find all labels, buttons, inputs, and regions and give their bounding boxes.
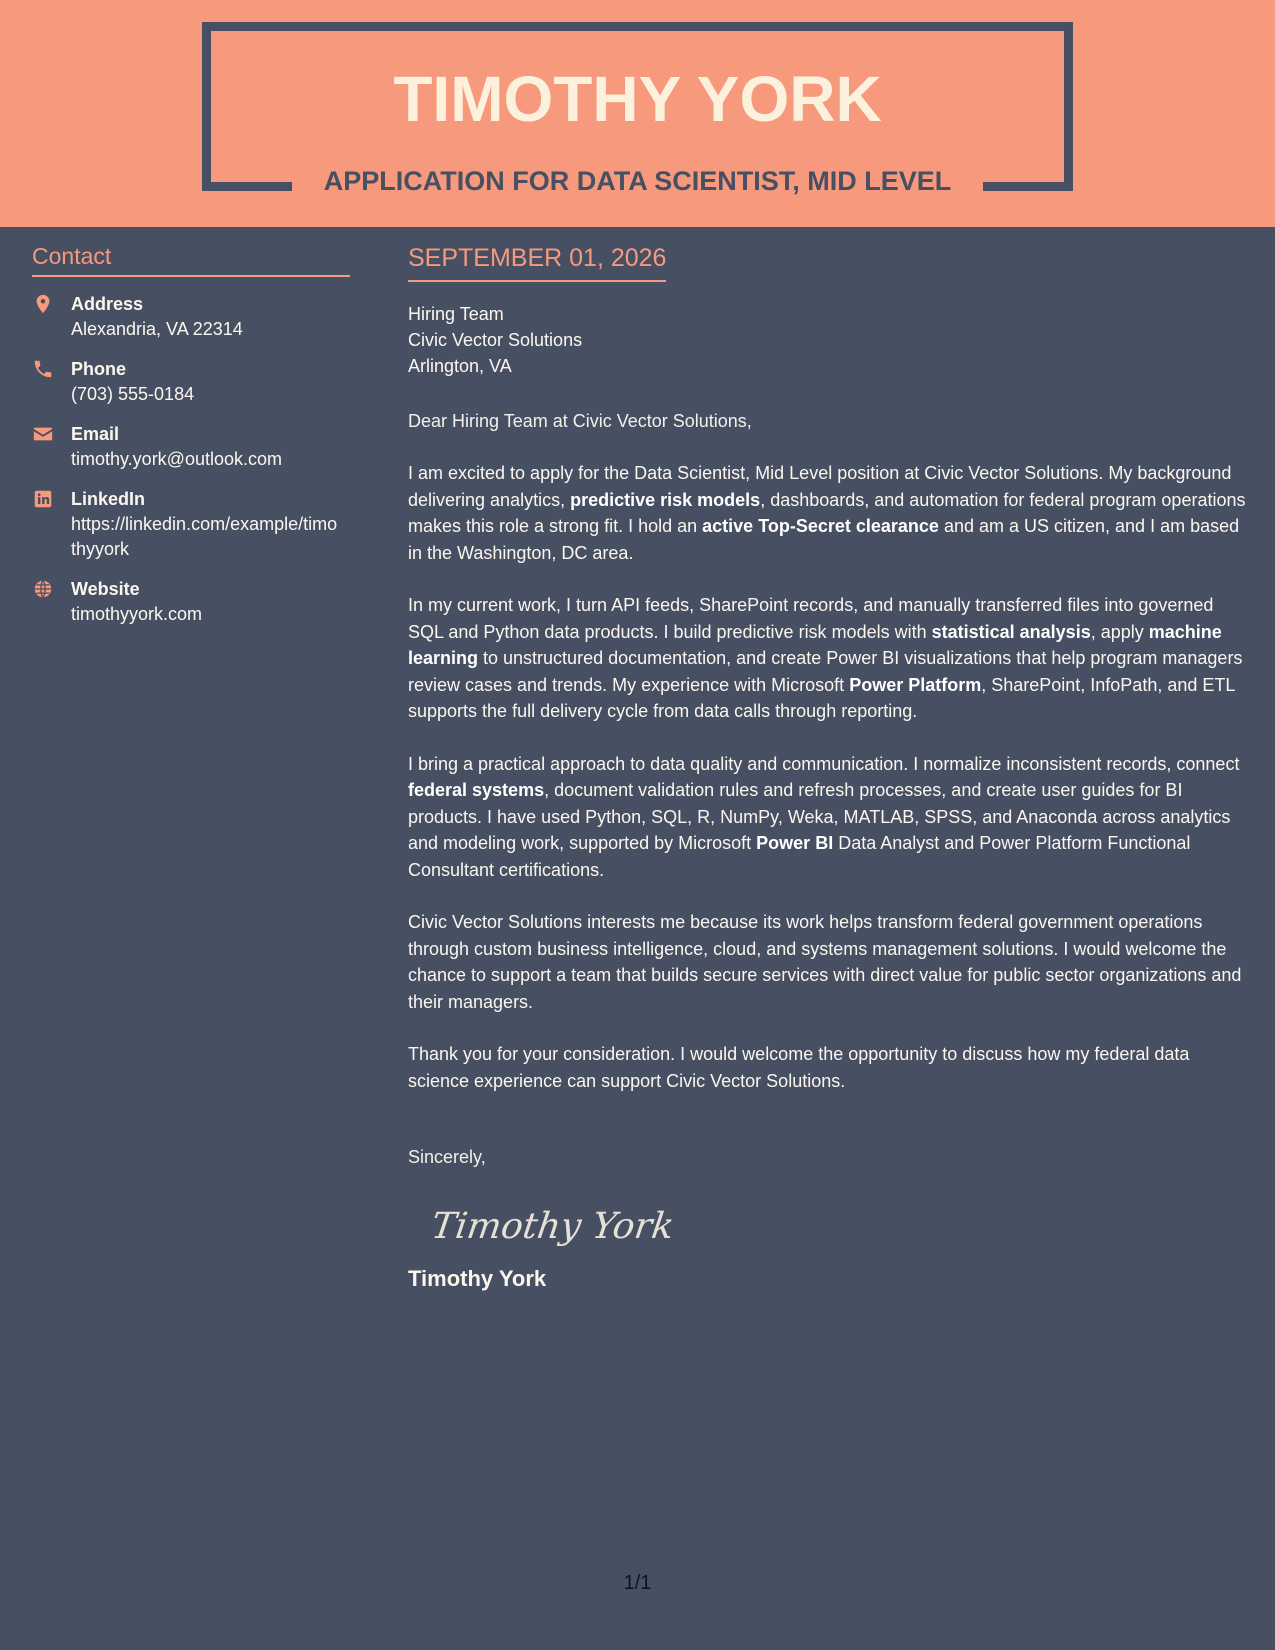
letter-date: SEPTEMBER 01, 2026 xyxy=(408,244,666,282)
emphasis-text: federal systems xyxy=(408,780,545,800)
contact-heading: Contact xyxy=(32,243,350,277)
contact-item-phone xyxy=(32,357,352,407)
contact-item-website xyxy=(32,577,352,627)
application-title: APPLICATION FOR DATA SCIENTIST, MID LEVEL xyxy=(323,166,952,196)
letter-body xyxy=(408,244,1248,1292)
paragraph-text: to unstructured documentation, and create Power BI visualizations that help program managers review cases and trends. My experience with Microsoft xyxy=(408,648,1243,695)
emphasis-text: active Top-Secret clearance xyxy=(702,516,939,536)
contact-item-linkedin xyxy=(32,487,352,562)
paragraph-text: , SharePoint, InfoPath, and ETL supports the full delivery cycle from data calls through reporting. xyxy=(408,674,1235,721)
contact-value[interactable]: timothy.york@outlook.com xyxy=(71,449,283,469)
paragraph-text: , dashboards, and automation for federal program operations makes this role a strong fit. I hold an xyxy=(408,489,1246,536)
paragraph-text: Thank you for your consideration. I would welcome the opportunity to discuss how my federal data science experience can support Civic Vector Solutions. xyxy=(408,1044,1190,1091)
paragraph-text: , document validation rules and refresh processes, and create user guides for BI products. I have used Python, SQL, R, NumPy, Weka, MATLAB, SPSS, and Anaconda across analytics and modeling work, supported by Microsoft xyxy=(408,780,1231,853)
contact-value[interactable]: https://linkedin.com/example/timothyyork xyxy=(71,514,338,559)
paragraph-text: , apply xyxy=(1090,621,1149,642)
linkedin-icon xyxy=(32,488,54,510)
contact-label: Phone xyxy=(71,359,127,379)
emphasis-text: predictive risk models xyxy=(570,489,761,510)
letter-paragraph xyxy=(408,1041,1248,1094)
header-frame-corner-right xyxy=(983,182,1073,191)
recipient-block xyxy=(408,301,1248,379)
signature-text: Timothy York xyxy=(432,1204,672,1247)
phone-icon xyxy=(32,358,54,380)
contact-label: Address xyxy=(71,294,144,314)
salutation: Dear Hiring Team at Civic Vector Solutions, xyxy=(408,411,752,431)
paragraph-text: Data Analyst and Power Platform Functional Consultant certifications. xyxy=(408,833,1191,880)
emphasis-text: Power BI xyxy=(756,833,834,853)
paragraph-text: Civic Vector Solutions interests me because its work helps transform federal government operations through custom business intelligence, cloud, and systems management solutions. I would welcome the chance to support a team that builds secure services with direct value for public sector organizations and their managers. xyxy=(408,912,1242,1012)
contact-value: Alexandria, VA 22314 xyxy=(71,319,243,339)
emphasis-text: statistical analysis xyxy=(931,621,1091,642)
contact-label: Email xyxy=(71,424,120,444)
paragraph-text: In my current work, I turn API feeds, SharePoint records, and manually transferred files into governed SQL and Python data products. I build predictive risk models with xyxy=(408,595,1214,642)
letter-paragraph xyxy=(408,909,1248,1015)
page-indicator: 1/1 xyxy=(623,1572,652,1594)
signed-name: Timothy York xyxy=(408,1266,547,1291)
envelope-icon xyxy=(32,423,54,445)
map-pin-icon xyxy=(32,293,54,315)
contact-value: (703) 555-0184 xyxy=(71,384,195,404)
letter-paragraph xyxy=(408,751,1248,884)
contact-sidebar xyxy=(32,243,352,627)
contact-item-email xyxy=(32,422,352,472)
header-banner xyxy=(0,0,1275,227)
paragraph-text: and am a US citizen, and I am based in the Washington, DC area. xyxy=(408,516,1240,563)
contact-label: LinkedIn xyxy=(71,489,146,509)
paragraph-text: I am excited to apply for the Data Scientist, Mid Level position at Civic Vector Solutions. My background delivering analytics, xyxy=(408,463,1232,510)
contact-item-address xyxy=(32,292,352,342)
emphasis-text: Power Platform xyxy=(849,674,982,695)
recipient-line: Hiring Team xyxy=(408,304,504,324)
paragraph-text: I bring a practical approach to data quality and communication. I normalize inconsistent records, connect xyxy=(408,753,1240,774)
signature-image xyxy=(432,1196,1248,1256)
letter-paragraphs xyxy=(408,460,1248,1094)
recipient-line: Civic Vector Solutions xyxy=(408,330,583,350)
contact-value[interactable]: timothyyork.com xyxy=(71,604,203,624)
globe-icon xyxy=(32,578,54,600)
letter-paragraph xyxy=(408,460,1248,566)
recipient-line: Arlington, VA xyxy=(408,356,512,376)
applicant-name: TIMOTHY YORK xyxy=(393,63,882,135)
contact-label: Website xyxy=(71,579,140,599)
emphasis-text: machine learning xyxy=(408,621,1222,668)
header-frame-corner-left xyxy=(202,182,292,191)
letter-paragraph xyxy=(408,592,1248,725)
closing: Sincerely, xyxy=(408,1147,486,1167)
